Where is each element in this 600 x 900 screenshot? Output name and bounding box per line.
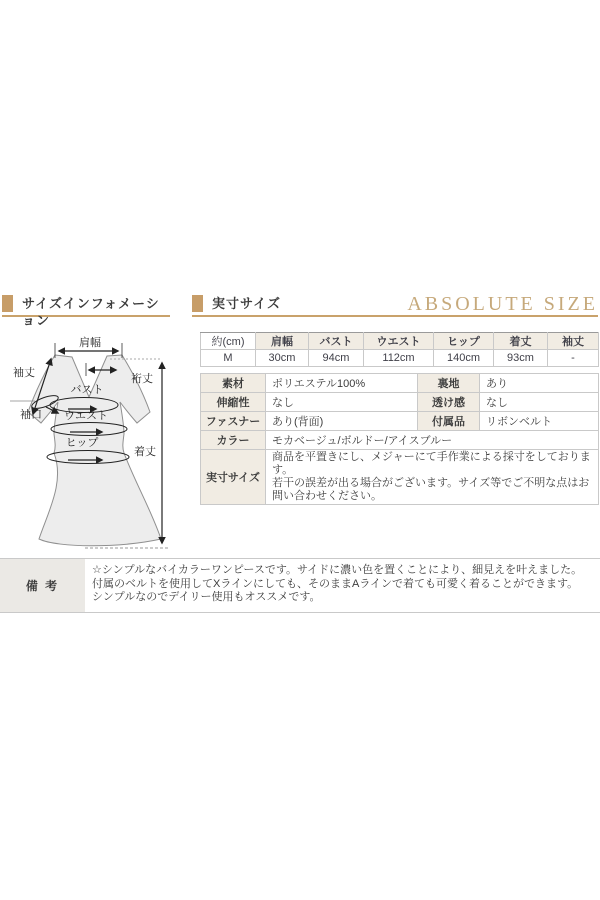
spec-value: あり xyxy=(480,374,599,393)
yuki-label: 裄丈 xyxy=(131,373,153,385)
cuff-label: 袖口 xyxy=(20,409,42,421)
spec-value xyxy=(266,450,599,505)
measure-note-line: 若干の誤差が出る場合がございます。サイズ等でご不明な点はお問い合わせください。 xyxy=(272,477,590,502)
spec-value: モカベージュ/ボルドー/アイスブルー xyxy=(266,431,599,450)
spec-row-fastener xyxy=(201,412,599,431)
spec-table xyxy=(200,373,599,505)
spec-row-stretch xyxy=(201,393,599,412)
length-label: 着丈 xyxy=(134,446,156,458)
size-table-header-row xyxy=(201,333,599,350)
hip-label: ヒップ xyxy=(65,437,99,449)
spec-value: あり(背面) xyxy=(266,412,418,431)
dress-measurement-diagram xyxy=(10,330,190,560)
actual-size-title: 実寸サイズ xyxy=(212,296,281,311)
size-cell: - xyxy=(548,350,599,367)
accent-square-icon xyxy=(2,295,13,312)
spec-label: 裏地 xyxy=(418,374,480,393)
accent-square-icon xyxy=(192,295,203,312)
size-cell: 140cm xyxy=(434,350,494,367)
size-cell: 112cm xyxy=(364,350,434,367)
bust-label: バスト xyxy=(70,384,104,396)
remarks-line: ☆シンプルなバイカラーワンピースです。サイドに濃い色を置くことにより、細見えを叶えました。 xyxy=(92,564,583,576)
size-col-waist: ウエスト xyxy=(364,333,434,350)
actual-size-header xyxy=(192,295,598,317)
remarks-section xyxy=(0,558,600,613)
size-col-hip: ヒップ xyxy=(434,333,494,350)
size-cell: 93cm xyxy=(494,350,548,367)
waist-label: ウエスト xyxy=(64,410,108,422)
spec-value: なし xyxy=(480,393,599,412)
spec-label: カラー xyxy=(201,431,266,450)
absolute-size-watermark: ABSOLUTE SIZE xyxy=(407,293,598,315)
size-cell: 30cm xyxy=(256,350,309,367)
spec-label: 実寸サイズ xyxy=(201,450,266,505)
shoulder-width-label: 肩幅 xyxy=(79,337,101,349)
size-col-shoulder: 肩幅 xyxy=(256,333,309,350)
remarks-line: 付属のベルトを使用してXラインにしても、そのままAラインで着ても可愛く着ることができます。 xyxy=(92,577,579,590)
size-table xyxy=(200,332,599,367)
remarks-line: シンプルなのでデイリー使用もオススメです。 xyxy=(92,591,321,603)
size-col-bust: バスト xyxy=(309,333,364,350)
size-col-sleeve: 袖丈 xyxy=(548,333,599,350)
size-col-length: 着丈 xyxy=(494,333,548,350)
spec-label: 素材 xyxy=(201,374,266,393)
spec-label: 透け感 xyxy=(418,393,480,412)
spec-row-measure-note xyxy=(201,450,599,505)
size-table-row-m xyxy=(201,350,599,367)
spec-value: リボンベルト xyxy=(480,412,599,431)
spec-label: ファスナー xyxy=(201,412,266,431)
spec-value: なし xyxy=(266,393,418,412)
size-cell: M xyxy=(201,350,256,367)
measure-note-line: 商品を平置きにし、メジャーにて手作業による採寸をしております。 xyxy=(272,451,591,476)
spec-row-color xyxy=(201,431,599,450)
spec-label: 付属品 xyxy=(418,412,480,431)
size-info-title: サイズインフォメーション xyxy=(22,296,160,328)
spec-row-material xyxy=(201,374,599,393)
sleeve-length-label: 袖丈 xyxy=(13,367,35,379)
remarks-label: 備 考 xyxy=(0,559,85,612)
remarks-body xyxy=(92,559,600,605)
size-cell: 94cm xyxy=(309,350,364,367)
size-col-unit: 約(cm) xyxy=(201,333,256,350)
spec-label: 伸縮性 xyxy=(201,393,266,412)
size-info-header xyxy=(2,295,170,328)
spec-value: ポリエステル100% xyxy=(266,374,418,393)
